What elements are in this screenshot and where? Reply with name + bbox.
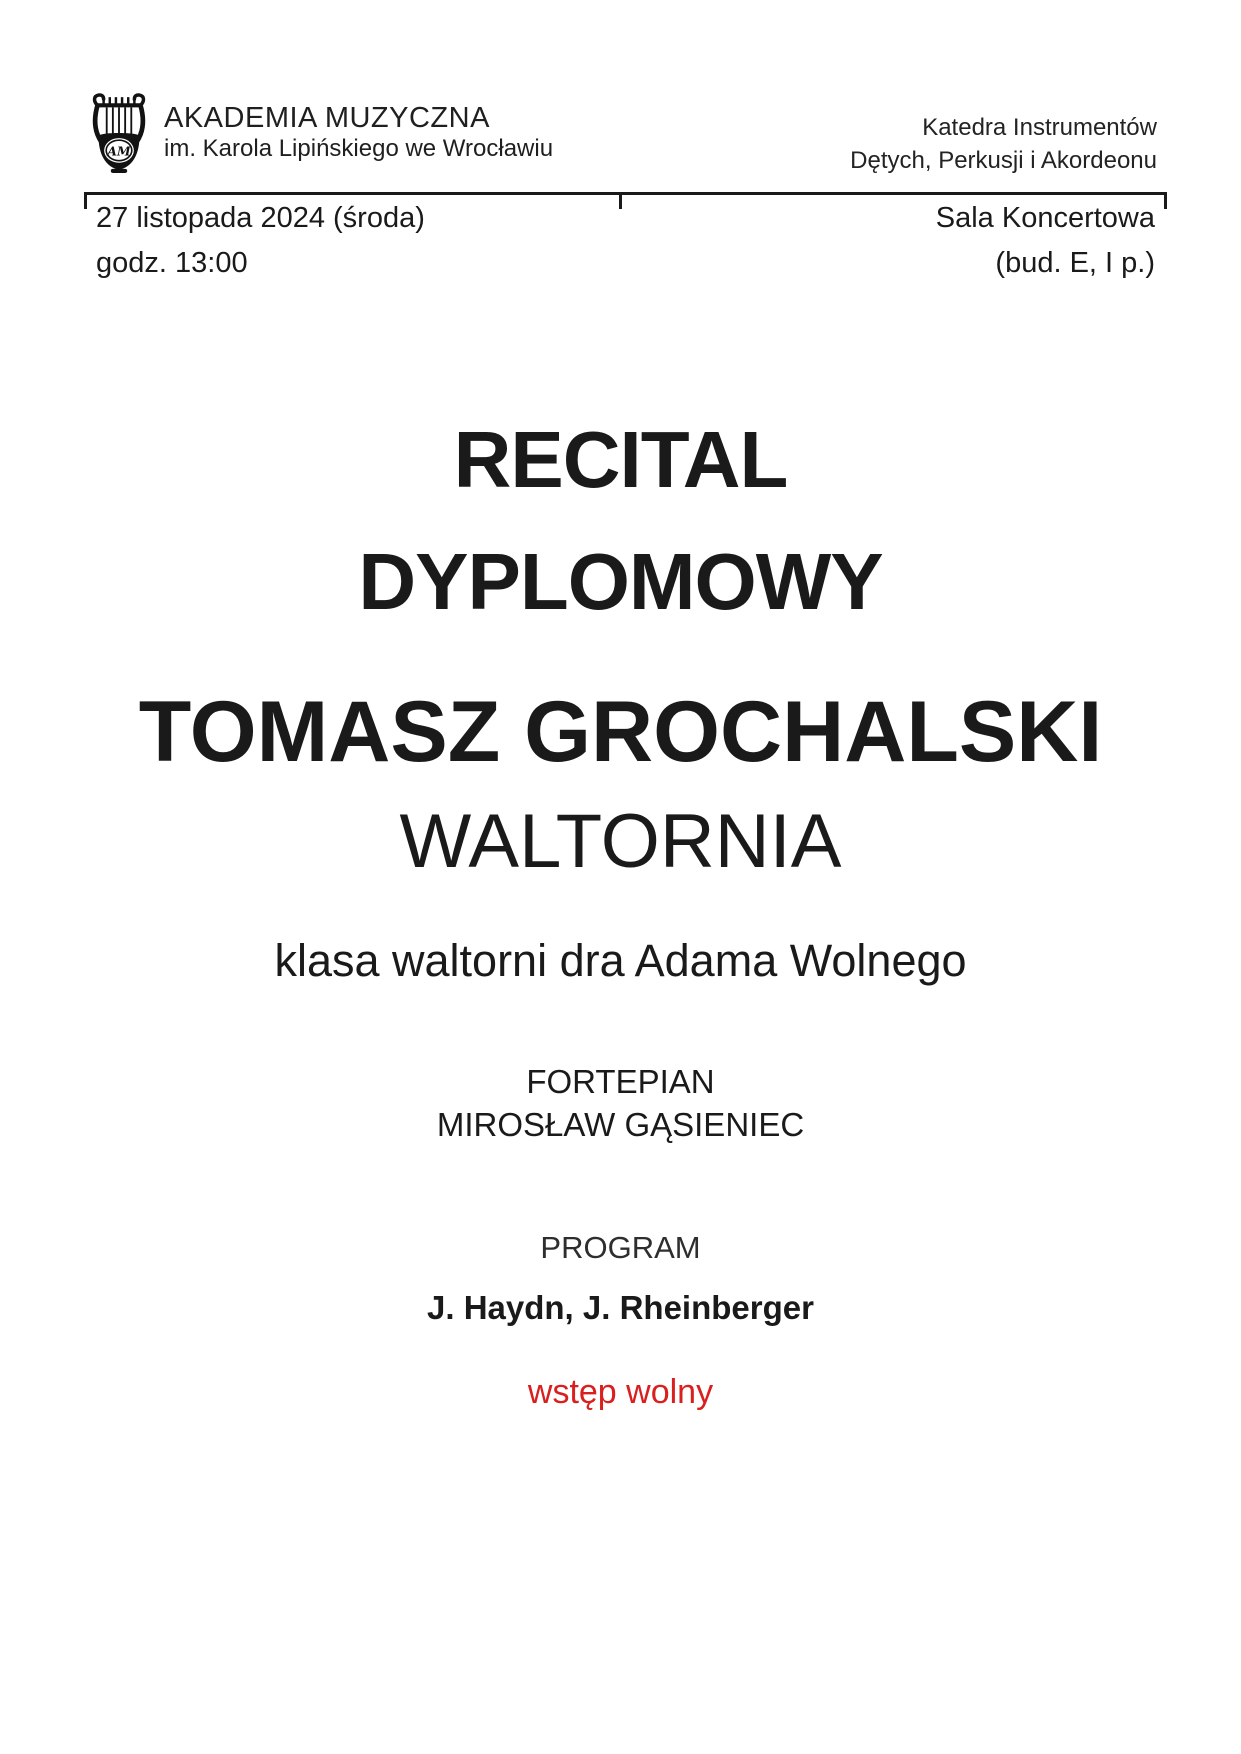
event-info-row <box>96 196 1155 286</box>
rule-tick-left <box>84 192 87 209</box>
logo-monogram: AM <box>107 143 131 159</box>
recital-title-line2: DYPLOMOWY <box>358 537 883 626</box>
lyre-logo-icon <box>88 91 150 175</box>
accompanist-role: FORTEPIAN <box>526 1063 715 1100</box>
rule-tick-right <box>1164 192 1167 209</box>
org-name: AKADEMIA MUZYCZNA <box>164 102 490 134</box>
venue-name: Sala Koncertowa <box>935 202 1155 234</box>
department-block <box>850 85 1157 177</box>
event-date: 27 listopada 2024 (środa) <box>96 202 425 234</box>
accompanist-name: MIROSŁAW GĄSIENIEC <box>436 1106 805 1143</box>
event-datetime <box>96 196 425 286</box>
org-subtitle: im. Karola Lipińskiego we Wrocławiu <box>164 135 554 162</box>
event-venue <box>936 196 1155 286</box>
venue-detail: (bud. E, I p.) <box>995 247 1155 279</box>
event-time: godz. 13:00 <box>96 247 248 279</box>
program-composers: J. Haydn, J. Rheinberger <box>427 1289 814 1326</box>
department-line2: Dętych, Perkusji i Akordeonu <box>850 147 1157 174</box>
program-label: PROGRAM <box>540 1230 701 1265</box>
academy-brand <box>88 85 553 175</box>
performer-name: TOMASZ GROCHALSKI <box>138 684 1103 780</box>
academy-name-block <box>164 85 553 163</box>
separator-rule <box>84 192 1167 195</box>
admission-note: wstęp wolny <box>527 1373 714 1411</box>
recital-title-line1: RECITAL <box>453 415 788 504</box>
class-attribution: klasa waltorni dra Adama Wolnego <box>274 935 967 986</box>
header <box>88 85 1157 177</box>
instrument-name: WALTORNIA <box>399 799 842 884</box>
department-line1: Katedra Instrumentów <box>922 114 1157 141</box>
